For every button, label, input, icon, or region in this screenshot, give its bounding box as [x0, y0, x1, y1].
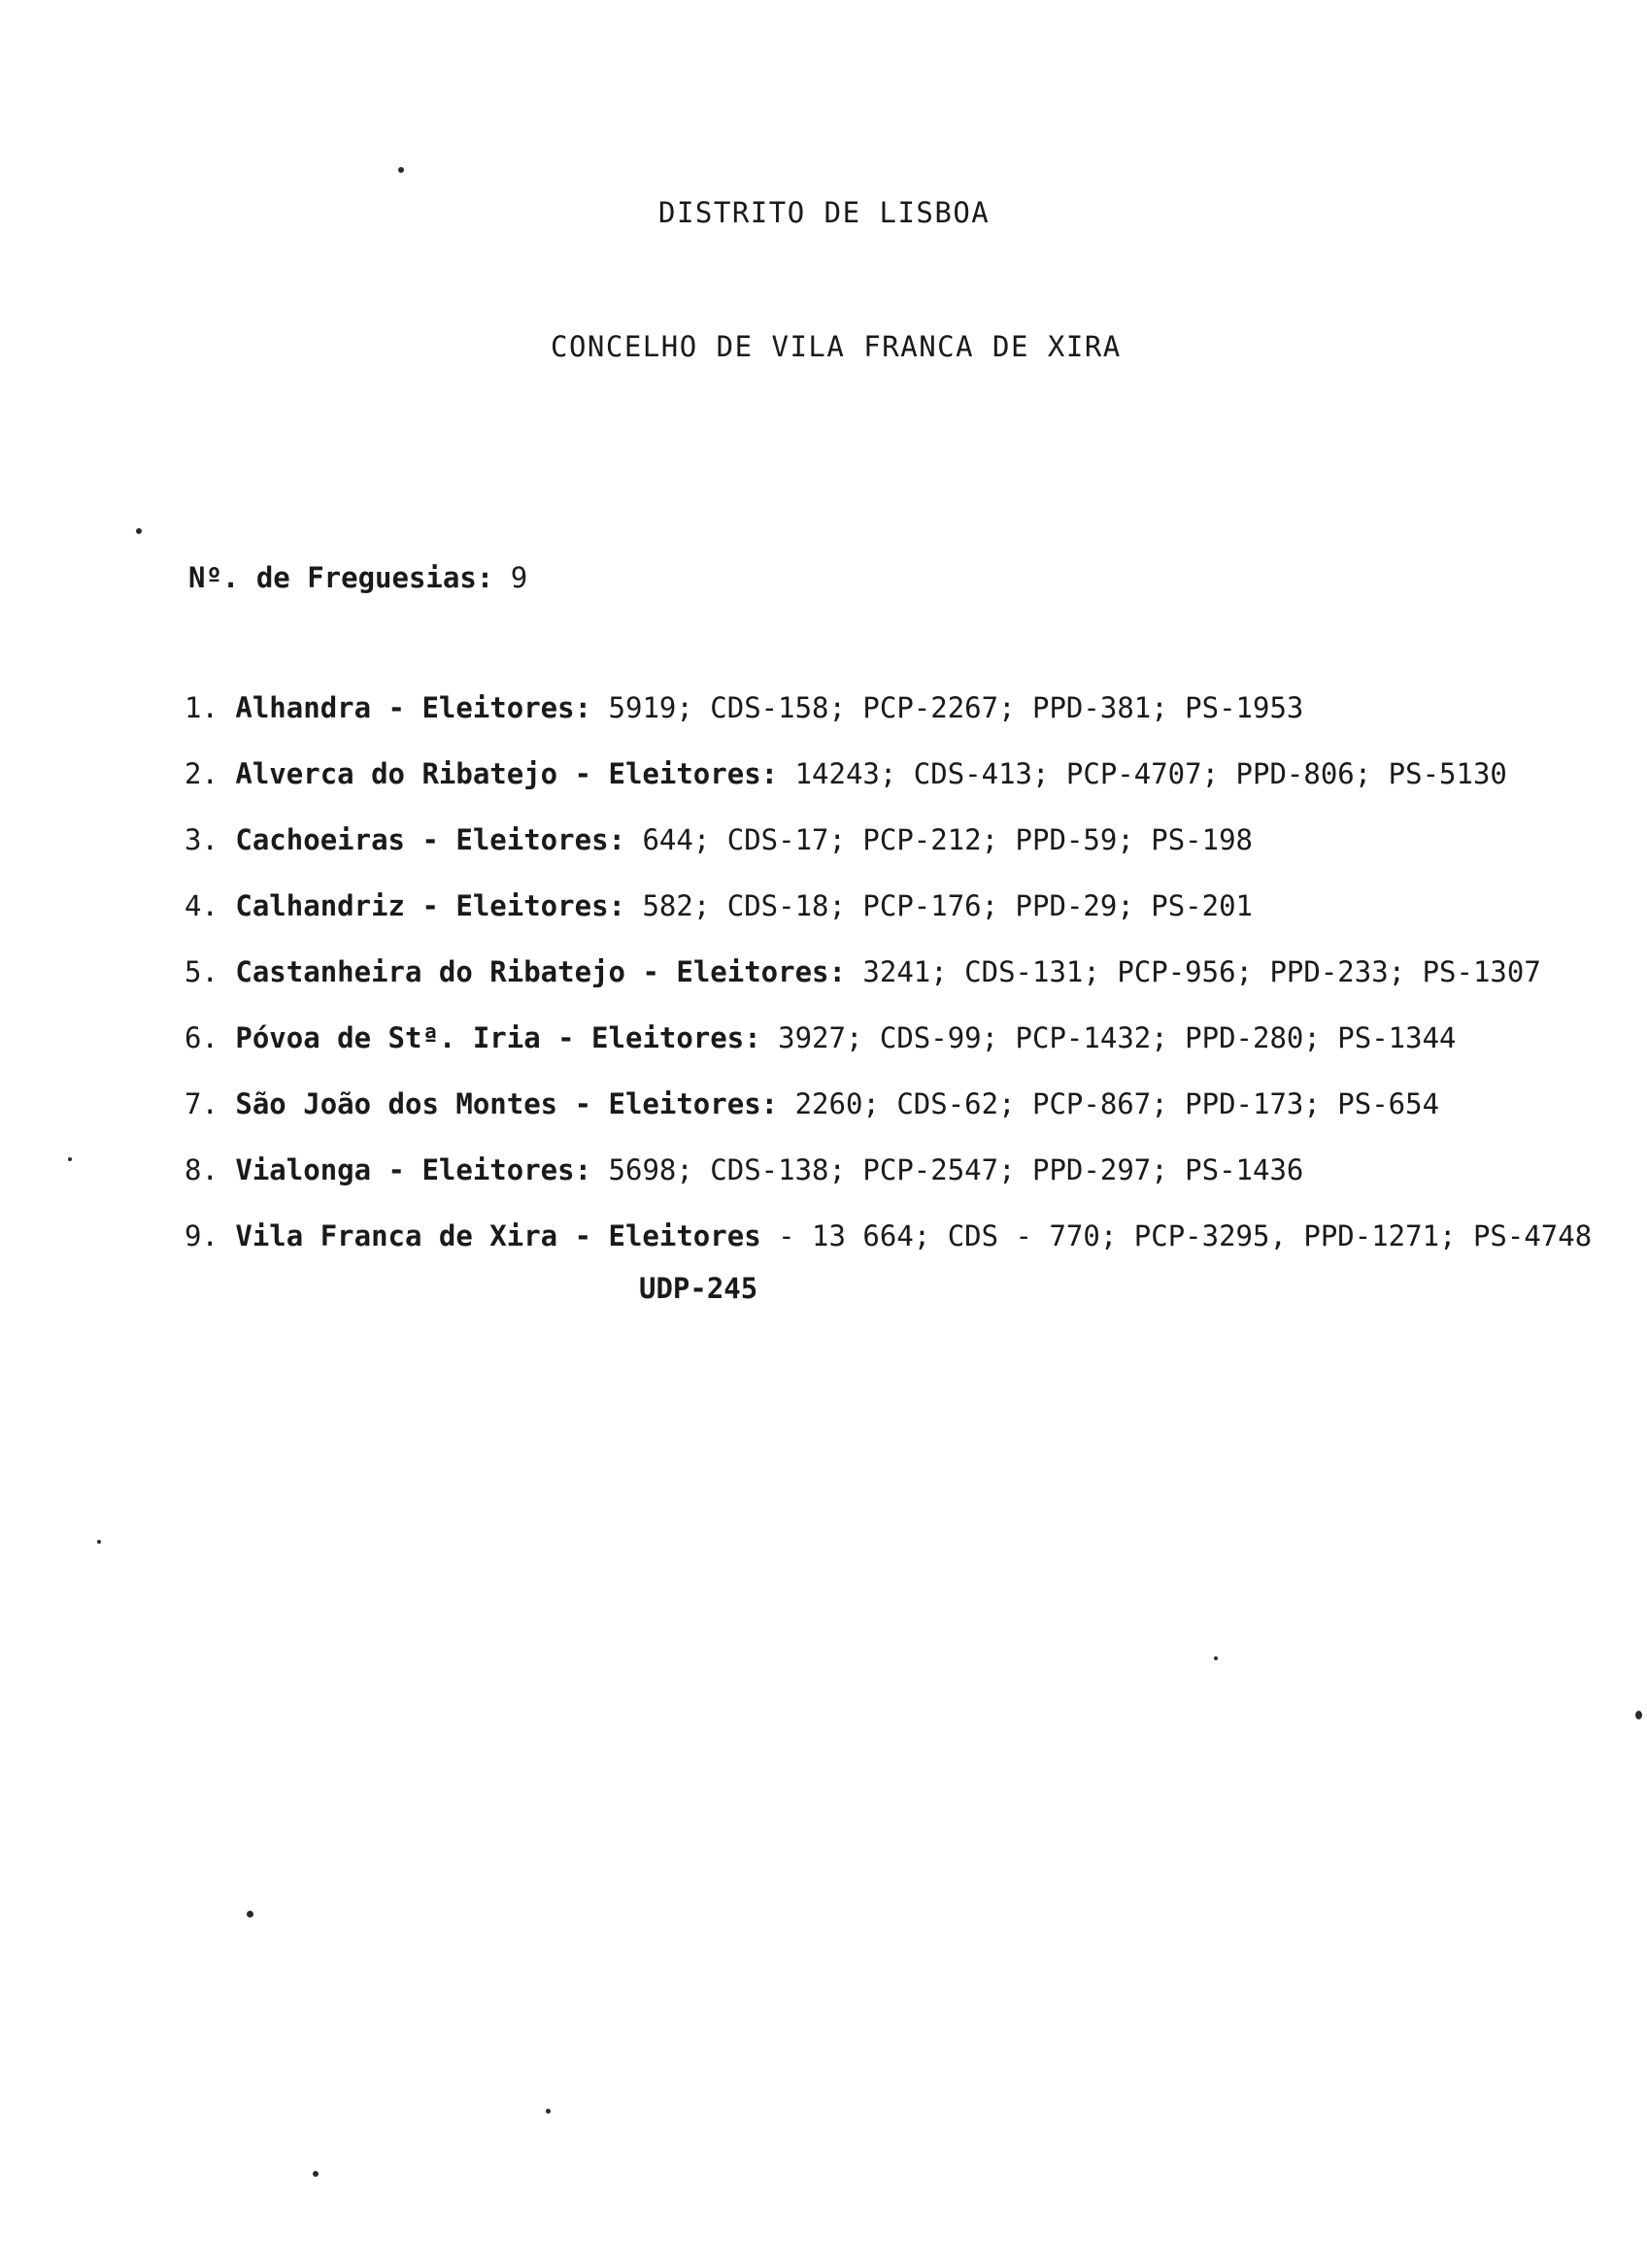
- scan-speck: [136, 528, 142, 534]
- entry-name: Alhandra: [235, 691, 372, 724]
- entry-values: 3241; CDS-131; PCP-956; PPD-233; PS-1307: [862, 955, 1541, 988]
- list-item: [185, 757, 1507, 790]
- entry-values: 2260; CDS-62; PCP-867; PPD-173; PS-654: [794, 1087, 1440, 1120]
- entry-number: 5.: [185, 955, 218, 988]
- entry-values: 582; CDS-18; PCP-176; PPD-29; PS-201: [642, 889, 1253, 922]
- concelho-title: CONCELHO DE VILA FRANCA DE XIRA: [551, 330, 1122, 363]
- entry-label: - Eleitores:: [574, 757, 779, 790]
- entry-number: 2.: [185, 757, 218, 790]
- entry-name: Calhandriz: [235, 889, 405, 922]
- entry-label: - Eleitores:: [642, 955, 846, 988]
- scan-speck: [97, 1540, 101, 1544]
- entry-name: São João dos Montes: [235, 1087, 558, 1120]
- entry-label: - Eleitores:: [387, 1153, 592, 1186]
- entry-values: 14243; CDS-413; PCP-4707; PPD-806; PS-5130: [794, 757, 1507, 790]
- freguesias-count-value: 9: [510, 561, 528, 594]
- entry-number: 3.: [185, 823, 218, 856]
- freguesias-count-line: [188, 561, 527, 594]
- list-item: [185, 1153, 1303, 1186]
- entry-label: - Eleitores:: [557, 1021, 761, 1054]
- udp-continuation: UDP-245: [639, 1272, 758, 1305]
- entry-values: 5919; CDS-158; PCP-2267; PPD-381; PS-1953: [608, 691, 1304, 724]
- list-item: [185, 823, 1253, 856]
- entry-values: - 13 664; CDS - 770; PCP-3295, PPD-1271; PS-4748: [778, 1219, 1593, 1252]
- list-item: [185, 889, 1253, 922]
- scan-speck: [1214, 1656, 1218, 1660]
- district-title: DISTRITO DE LISBOA: [658, 196, 991, 229]
- entry-label: - Eleitores: [574, 1219, 761, 1252]
- entry-name: Alverca do Ribatejo: [235, 757, 558, 790]
- entry-number: 8.: [185, 1153, 218, 1186]
- list-item: [185, 955, 1541, 988]
- entry-label: - Eleitores:: [387, 691, 592, 724]
- entry-label: - Eleitores:: [421, 823, 625, 856]
- entry-name: Póvoa de Stª. Iria: [235, 1021, 541, 1054]
- list-item: [185, 691, 1303, 724]
- entry-name: Vila Franca de Xira: [235, 1219, 558, 1252]
- entry-number: 1.: [185, 691, 218, 724]
- entry-name: Cachoeiras: [235, 823, 405, 856]
- entry-name: Vialonga: [235, 1153, 372, 1186]
- scan-speck: [247, 1911, 253, 1918]
- freguesias-count-label: Nº. de Freguesias:: [188, 561, 494, 594]
- scan-speck: [68, 1157, 72, 1161]
- entry-values: 3927; CDS-99; PCP-1432; PPD-280; PS-1344: [778, 1021, 1457, 1054]
- entry-label: - Eleitores:: [574, 1087, 779, 1120]
- entry-name: Castanheira do Ribatejo: [235, 955, 625, 988]
- entry-number: 9.: [185, 1219, 218, 1252]
- scan-speck: [546, 2109, 551, 2114]
- list-item: [185, 1021, 1457, 1054]
- list-item: [185, 1219, 1592, 1252]
- scan-speck: [313, 2171, 319, 2177]
- entry-number: 4.: [185, 889, 218, 922]
- scan-speck: [1635, 1711, 1642, 1719]
- entry-values: 5698; CDS-138; PCP-2547; PPD-297; PS-1436: [608, 1153, 1304, 1186]
- entry-label: - Eleitores:: [421, 889, 625, 922]
- entry-values: 644; CDS-17; PCP-212; PPD-59; PS-198: [642, 823, 1253, 856]
- scan-speck: [398, 167, 404, 173]
- entry-number: 7.: [185, 1087, 218, 1120]
- entry-number: 6.: [185, 1021, 218, 1054]
- list-item: [185, 1087, 1439, 1120]
